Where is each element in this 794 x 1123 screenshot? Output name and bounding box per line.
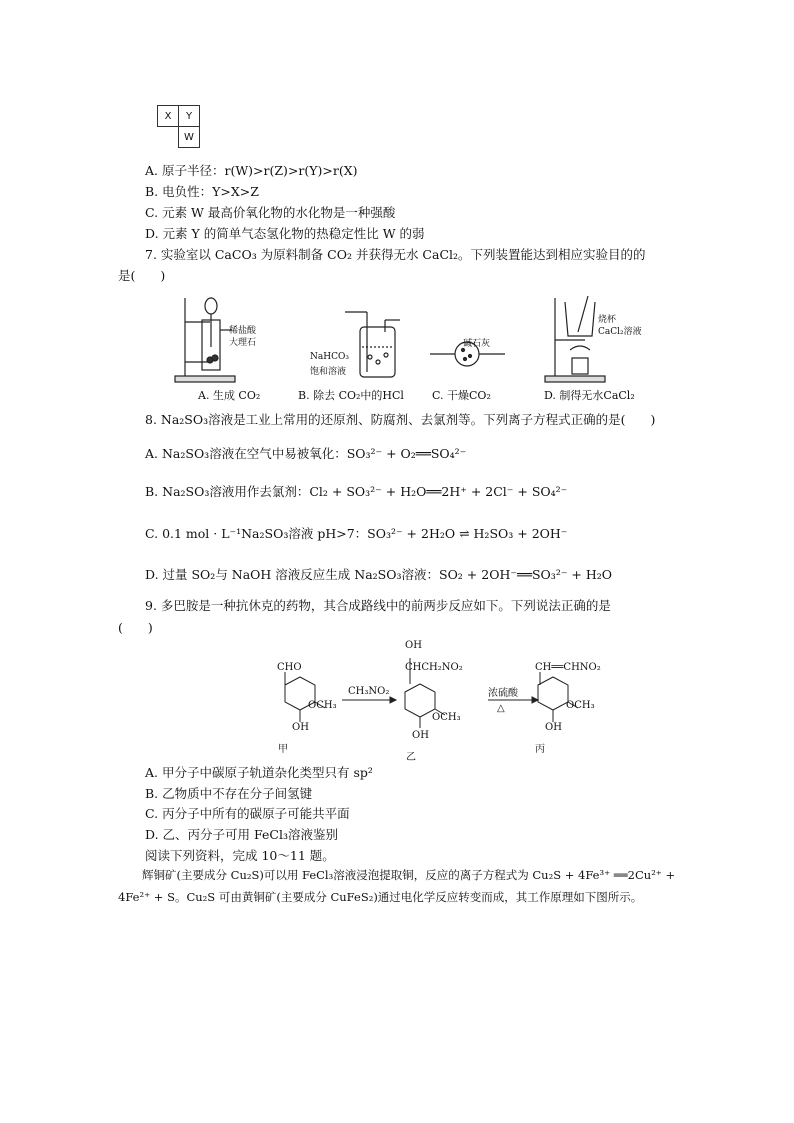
arrow2-reagent: 浓硫酸	[488, 688, 518, 699]
m1-cho: CHO	[277, 662, 302, 673]
q6-option-a: A. 原子半径：r(W)>r(Z)>r(Y)>r(X)	[145, 163, 358, 178]
m2-chain: CHCH₂NO₂	[405, 662, 463, 673]
m3-oh: OH	[545, 722, 562, 733]
q7-b-label1: NaHCO₃	[310, 352, 349, 362]
q9-option-a: A. 甲分子中碳原子轨道杂化类型只有 sp²	[145, 765, 373, 780]
q7-stem-line2: 是( )	[118, 268, 166, 283]
m3-name: 丙	[535, 744, 545, 755]
m1-oh: OH	[292, 722, 309, 733]
q7-d-label2: CaCl₂溶液	[598, 327, 642, 337]
q7-caption-c: C. 干燥CO₂	[432, 389, 491, 402]
q6-option-b: B. 电负性：Y>X>Z	[145, 184, 259, 199]
m2-oh: OH	[412, 730, 429, 741]
q9-option-b: B. 乙物质中不存在分子间氢键	[145, 786, 313, 801]
q8-option-b: B. Na₂SO₃溶液用作去氯剂：Cl₂ + SO₃²⁻ + H₂O══2H⁺ + 2Cl⁻ + SO₄²⁻	[145, 484, 568, 499]
cell-y: Y	[179, 106, 200, 127]
m2-oh-top: OH	[405, 640, 422, 651]
q8-option-c: C. 0.1 mol · L⁻¹Na₂SO₃溶液 pH>7：SO₃²⁻ + 2H₂O ⇌ H₂SO₃ + 2OH⁻	[145, 526, 568, 541]
q7-c-label: 碱石灰	[463, 339, 491, 349]
q7-stem-line1: 7. 实验室以 CaCO₃ 为原料制备 CO₂ 并获得无水 CaCl₂。下列装置能达到相应实验目的的	[145, 247, 646, 262]
q8-option-d: D. 过量 SO₂与 NaOH 溶液反应生成 Na₂SO₃溶液：SO₂ + 2OH⁻══SO₃²⁻ + H₂O	[145, 567, 613, 582]
q6-option-c: C. 元素 W 最高价氧化物的水化物是一种强酸	[145, 205, 396, 220]
benzene-ring-2	[405, 684, 435, 717]
m3-chain: CH══CHNO₂	[535, 662, 601, 673]
apparatus-a	[175, 298, 235, 382]
q9-stem-line2: ( )	[118, 620, 153, 635]
m1-name: 甲	[278, 744, 288, 755]
q7-a-label1: 稀盐酸	[229, 326, 257, 336]
reading-intro: 阅读下列资料，完成 10～11 题。	[145, 848, 335, 863]
q6-option-d: D. 元素 Y 的简单气态氢化物的热稳定性比 W 的弱	[145, 226, 425, 241]
q9-option-d: D. 乙、丙分子可用 FeCl₃溶液鉴别	[145, 827, 338, 842]
arrow1-reagent: CH₃NO₂	[348, 686, 390, 697]
m2-name: 乙	[406, 752, 416, 763]
cell-x: X	[158, 106, 179, 127]
q7-b-label2: 饱和溶液	[310, 367, 347, 377]
q9-option-c: C. 丙分子中所有的碳原子可能共平面	[145, 806, 350, 821]
apparatus-b	[345, 312, 400, 377]
q7-a-label2: 大理石	[229, 338, 257, 348]
reading-text: 辉铜矿(主要成分 Cu₂S)可以用 FeCl₃溶液浸泡提取铜，反应的离子方程式为 Cu₂S + 4Fe³⁺ ══2Cu²⁺ + 4Fe²⁺ + S。Cu₂S 可由黄铜矿(主要成分 CuFeS₂)通过电化学反应转变而成，其工作原理如下图所示。	[118, 868, 676, 904]
q7-caption-b: B. 除去 CO₂中的HCl	[298, 389, 404, 402]
cell-w: W	[179, 127, 200, 148]
benzene-ring-3	[538, 677, 568, 710]
q7-caption-a: A. 生成 CO₂	[198, 389, 261, 402]
cell-empty	[158, 127, 179, 148]
m3-och3: OCH₃	[566, 700, 595, 711]
q9-stem-line1: 9. 多巴胺是一种抗休克的药物，其合成路线中的前两步反应如下。下列说法正确的是	[145, 598, 611, 613]
m1-och3: OCH₃	[308, 700, 337, 711]
element-position-table	[157, 105, 200, 148]
q8-option-a: A. Na₂SO₃溶液在空气中易被氧化：SO₃²⁻ + O₂══SO₄²⁻	[145, 446, 467, 461]
m2-och3: OCH₃	[432, 712, 461, 723]
q7-caption-d: D. 制得无水CaCl₂	[544, 389, 635, 402]
apparatus-d	[545, 296, 605, 382]
q8-stem: 8. Na₂SO₃溶液是工业上常用的还原剂、防腐剂、去氯剂等。下列离子方程式正确的是( )	[145, 412, 656, 427]
q7-d-label1: 烧杯	[598, 315, 617, 325]
arrow2-heat: △	[497, 703, 505, 714]
